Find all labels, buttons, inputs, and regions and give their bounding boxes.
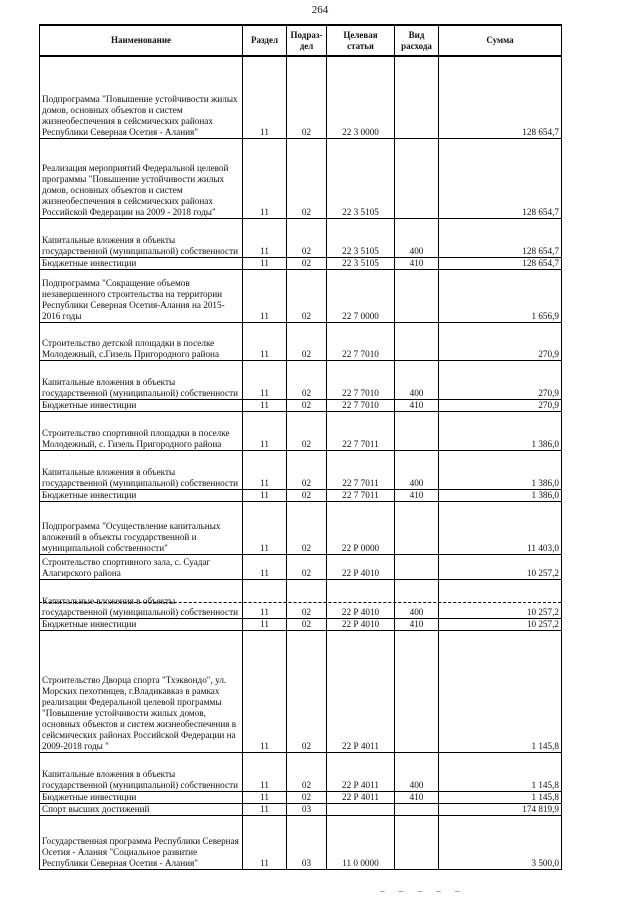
row-target-cell: 22 7 7011 <box>327 489 395 501</box>
row-name-cell: Бюджетные инвестиции <box>40 257 243 269</box>
row-section-cell: 11 <box>243 815 287 869</box>
table-row <box>40 791 562 803</box>
row-sum-cell: 128 654,7 <box>439 218 562 257</box>
row-target-cell: 22 3 0000 <box>327 56 395 138</box>
row-type-cell: 410 <box>395 257 439 269</box>
row-sum-cell: 11 403,0 <box>439 501 562 554</box>
row-sum-cell: 174 819,9 <box>439 803 562 815</box>
row-sum-cell: 1 145,8 <box>439 630 562 752</box>
row-target-cell: 22 Р 0000 <box>327 501 395 554</box>
row-subsection-cell: 02 <box>287 257 327 269</box>
row-name-cell: Капитальные вложения в объекты государственной (муниципальной) собственности <box>40 752 243 791</box>
row-name-cell: Капитальные вложения в объекты государственной (муниципальной) собственности <box>40 218 243 257</box>
row-section-cell: 11 <box>243 322 287 360</box>
row-name-cell: Строительство спортивного зала, с. Суадаг Алагирского района <box>40 554 243 579</box>
row-section-cell: 11 <box>243 257 287 269</box>
row-target-cell: 22 3 5105 <box>327 257 395 269</box>
row-subsection-cell: 02 <box>287 630 327 752</box>
row-subsection-cell: 02 <box>287 411 327 450</box>
row-target-cell: 22 7 0000 <box>327 269 395 322</box>
row-name-cell: Строительство спортивной площадки в поселке Молодежный, с. Гизель Пригородного района <box>40 411 243 450</box>
row-target-cell: 11 0 0000 <box>327 815 395 869</box>
row-target-cell: 22 7 7010 <box>327 360 395 399</box>
table-row <box>40 450 562 489</box>
row-subsection-cell: 02 <box>287 399 327 411</box>
row-name-cell: Бюджетные инвестиции <box>40 399 243 411</box>
dashed-separator <box>39 602 561 603</box>
row-type-cell <box>395 803 439 815</box>
header-sum: Сумма <box>439 25 562 56</box>
row-sum-cell: 10 257,2 <box>439 579 562 618</box>
row-target-cell: 22 7 7011 <box>327 450 395 489</box>
row-sum-cell: 270,9 <box>439 399 562 411</box>
row-subsection-cell: 02 <box>287 554 327 579</box>
row-section-cell: 11 <box>243 618 287 630</box>
row-name-cell: Бюджетные инвестиции <box>40 791 243 803</box>
row-target-cell: 22 Р 4011 <box>327 752 395 791</box>
row-subsection-cell: 03 <box>287 815 327 869</box>
row-sum-cell: 1 386,0 <box>439 489 562 501</box>
budget-table <box>39 24 562 870</box>
row-target-cell: 22 Р 4010 <box>327 618 395 630</box>
row-target-cell: 22 3 5105 <box>327 218 395 257</box>
row-subsection-cell: 02 <box>287 618 327 630</box>
row-type-cell <box>395 554 439 579</box>
row-section-cell: 11 <box>243 218 287 257</box>
row-target-cell: 22 7 7010 <box>327 322 395 360</box>
table-row <box>40 815 562 869</box>
row-subsection-cell: 02 <box>287 791 327 803</box>
row-subsection-cell: 02 <box>287 360 327 399</box>
table-row <box>40 411 562 450</box>
row-section-cell: 11 <box>243 579 287 618</box>
table-row <box>40 630 562 752</box>
table-row <box>40 554 562 579</box>
row-target-cell: 22 Р 4010 <box>327 579 395 618</box>
row-type-cell: 410 <box>395 791 439 803</box>
row-section-cell: 11 <box>243 138 287 218</box>
table-row <box>40 399 562 411</box>
row-type-cell: 410 <box>395 618 439 630</box>
row-sum-cell: 10 257,2 <box>439 618 562 630</box>
table-row <box>40 218 562 257</box>
row-section-cell: 11 <box>243 360 287 399</box>
row-name-cell: Строительство детской площадки в поселке Молодежный, с.Гизель Пригородного района <box>40 322 243 360</box>
row-target-cell: 22 7 7010 <box>327 399 395 411</box>
row-subsection-cell: 02 <box>287 322 327 360</box>
row-type-cell <box>395 411 439 450</box>
table-row <box>40 489 562 501</box>
row-type-cell <box>395 501 439 554</box>
row-section-cell: 11 <box>243 630 287 752</box>
table-row <box>40 257 562 269</box>
row-type-cell: 400 <box>395 218 439 257</box>
row-target-cell: 22 7 7011 <box>327 411 395 450</box>
row-name-cell: Строительство Дворца спорта "Тхэквондо", ул. Морских пехотинцев, г.Владикавказ в рамках реализации Федеральной целевой программы "Повышение устойчивости жилых домов, основных объектов и систем жизнеобеспечения в сейсмических районах Российской Федерации на 2009-2018 годы " <box>40 630 243 752</box>
table-row <box>40 803 562 815</box>
row-type-cell: 410 <box>395 399 439 411</box>
table-row <box>40 752 562 791</box>
row-sum-cell: 128 654,7 <box>439 257 562 269</box>
row-name-cell: Подпрограмма "Сокращение объемов незавершенного строительства на территории Республики Северная Осетия-Алания на 2015-2016 годы <box>40 269 243 322</box>
table-row <box>40 56 562 138</box>
row-section-cell: 11 <box>243 752 287 791</box>
row-sum-cell: 10 257,2 <box>439 554 562 579</box>
row-type-cell <box>395 322 439 360</box>
row-target-cell <box>327 803 395 815</box>
row-subsection-cell: 02 <box>287 489 327 501</box>
row-sum-cell: 1 386,0 <box>439 411 562 450</box>
header-section: Раздел <box>243 25 287 56</box>
row-section-cell: 11 <box>243 501 287 554</box>
row-section-cell: 11 <box>243 803 287 815</box>
row-section-cell: 11 <box>243 269 287 322</box>
row-name-cell: Капитальные вложения в объекты государственной (муниципальной) собственности <box>40 450 243 489</box>
table-row <box>40 360 562 399</box>
table-row <box>40 322 562 360</box>
row-type-cell: 400 <box>395 360 439 399</box>
row-type-cell <box>395 138 439 218</box>
row-sum-cell: 128 654,7 <box>439 56 562 138</box>
table-row <box>40 269 562 322</box>
row-subsection-cell: 02 <box>287 269 327 322</box>
row-name-cell: Подпрограмма "Повышение устойчивости жилых домов, основных объектов и систем жизнеобеспечения в сейсмических районах Республики Северная Осетия - Алания" <box>40 56 243 138</box>
table-row <box>40 618 562 630</box>
row-sum-cell: 1 656,9 <box>439 269 562 322</box>
row-type-cell <box>395 269 439 322</box>
row-name-cell: Спорт высших достижений <box>40 803 243 815</box>
row-name-cell: Капитальные вложения в объекты государственной (муниципальной) собственности <box>40 579 243 618</box>
row-name-cell: Капитальные вложения в объекты государственной (муниципальной) собственности <box>40 360 243 399</box>
row-type-cell: 410 <box>395 489 439 501</box>
header-subsection: Подраз- дел <box>287 25 327 56</box>
footer-marks: ‒ ‒ ‒ ‒ ‒ <box>380 886 466 896</box>
row-subsection-cell: 02 <box>287 218 327 257</box>
row-section-cell: 11 <box>243 56 287 138</box>
row-sum-cell: 3 500,0 <box>439 815 562 869</box>
row-subsection-cell: 02 <box>287 138 327 218</box>
row-subsection-cell: 03 <box>287 803 327 815</box>
row-sum-cell: 128 654,7 <box>439 138 562 218</box>
row-type-cell <box>395 815 439 869</box>
row-section-cell: 11 <box>243 450 287 489</box>
table-header-row <box>40 25 562 56</box>
row-name-cell: Государственная программа Республики Северная Осетия - Алания "Социальное развитие Республики Северная Осетия - Алания" <box>40 815 243 869</box>
row-sum-cell: 1 386,0 <box>439 450 562 489</box>
row-type-cell: 400 <box>395 752 439 791</box>
table-row <box>40 579 562 618</box>
row-name-cell: Подпрограмма "Осуществление капитальных вложений в объекты государственной и муниципальной собственности" <box>40 501 243 554</box>
row-section-cell: 11 <box>243 411 287 450</box>
row-target-cell: 22 Р 4010 <box>327 554 395 579</box>
row-subsection-cell: 02 <box>287 501 327 554</box>
row-name-cell: Бюджетные инвестиции <box>40 489 243 501</box>
page-number: 264 <box>311 4 329 16</box>
row-subsection-cell: 02 <box>287 579 327 618</box>
row-target-cell: 22 3 5105 <box>327 138 395 218</box>
row-type-cell: 400 <box>395 579 439 618</box>
row-section-cell: 11 <box>243 399 287 411</box>
row-section-cell: 11 <box>243 554 287 579</box>
header-target: Целевая статья <box>327 25 395 56</box>
row-type-cell <box>395 56 439 138</box>
header-type: Вид расхода <box>395 25 439 56</box>
row-type-cell: 400 <box>395 450 439 489</box>
table-row <box>40 138 562 218</box>
row-target-cell: 22 Р 4011 <box>327 630 395 752</box>
row-name-cell: Бюджетные инвестиции <box>40 618 243 630</box>
row-name-cell: Реализация мероприятий Федеральной целевой программы "Повышение устойчивости жилых домов, основных объектов и систем жизнеобеспечения в сейсмических районах Российской Федерации на 2009 - 2018 годы" <box>40 138 243 218</box>
row-section-cell: 11 <box>243 489 287 501</box>
row-type-cell <box>395 630 439 752</box>
row-sum-cell: 270,9 <box>439 360 562 399</box>
table-row <box>40 501 562 554</box>
header-name: Наименование <box>40 25 243 56</box>
row-sum-cell: 1 145,8 <box>439 752 562 791</box>
row-section-cell: 11 <box>243 791 287 803</box>
row-subsection-cell: 02 <box>287 450 327 489</box>
row-subsection-cell: 02 <box>287 56 327 138</box>
row-target-cell: 22 Р 4011 <box>327 791 395 803</box>
row-sum-cell: 1 145,8 <box>439 791 562 803</box>
row-sum-cell: 270,9 <box>439 322 562 360</box>
row-subsection-cell: 02 <box>287 752 327 791</box>
